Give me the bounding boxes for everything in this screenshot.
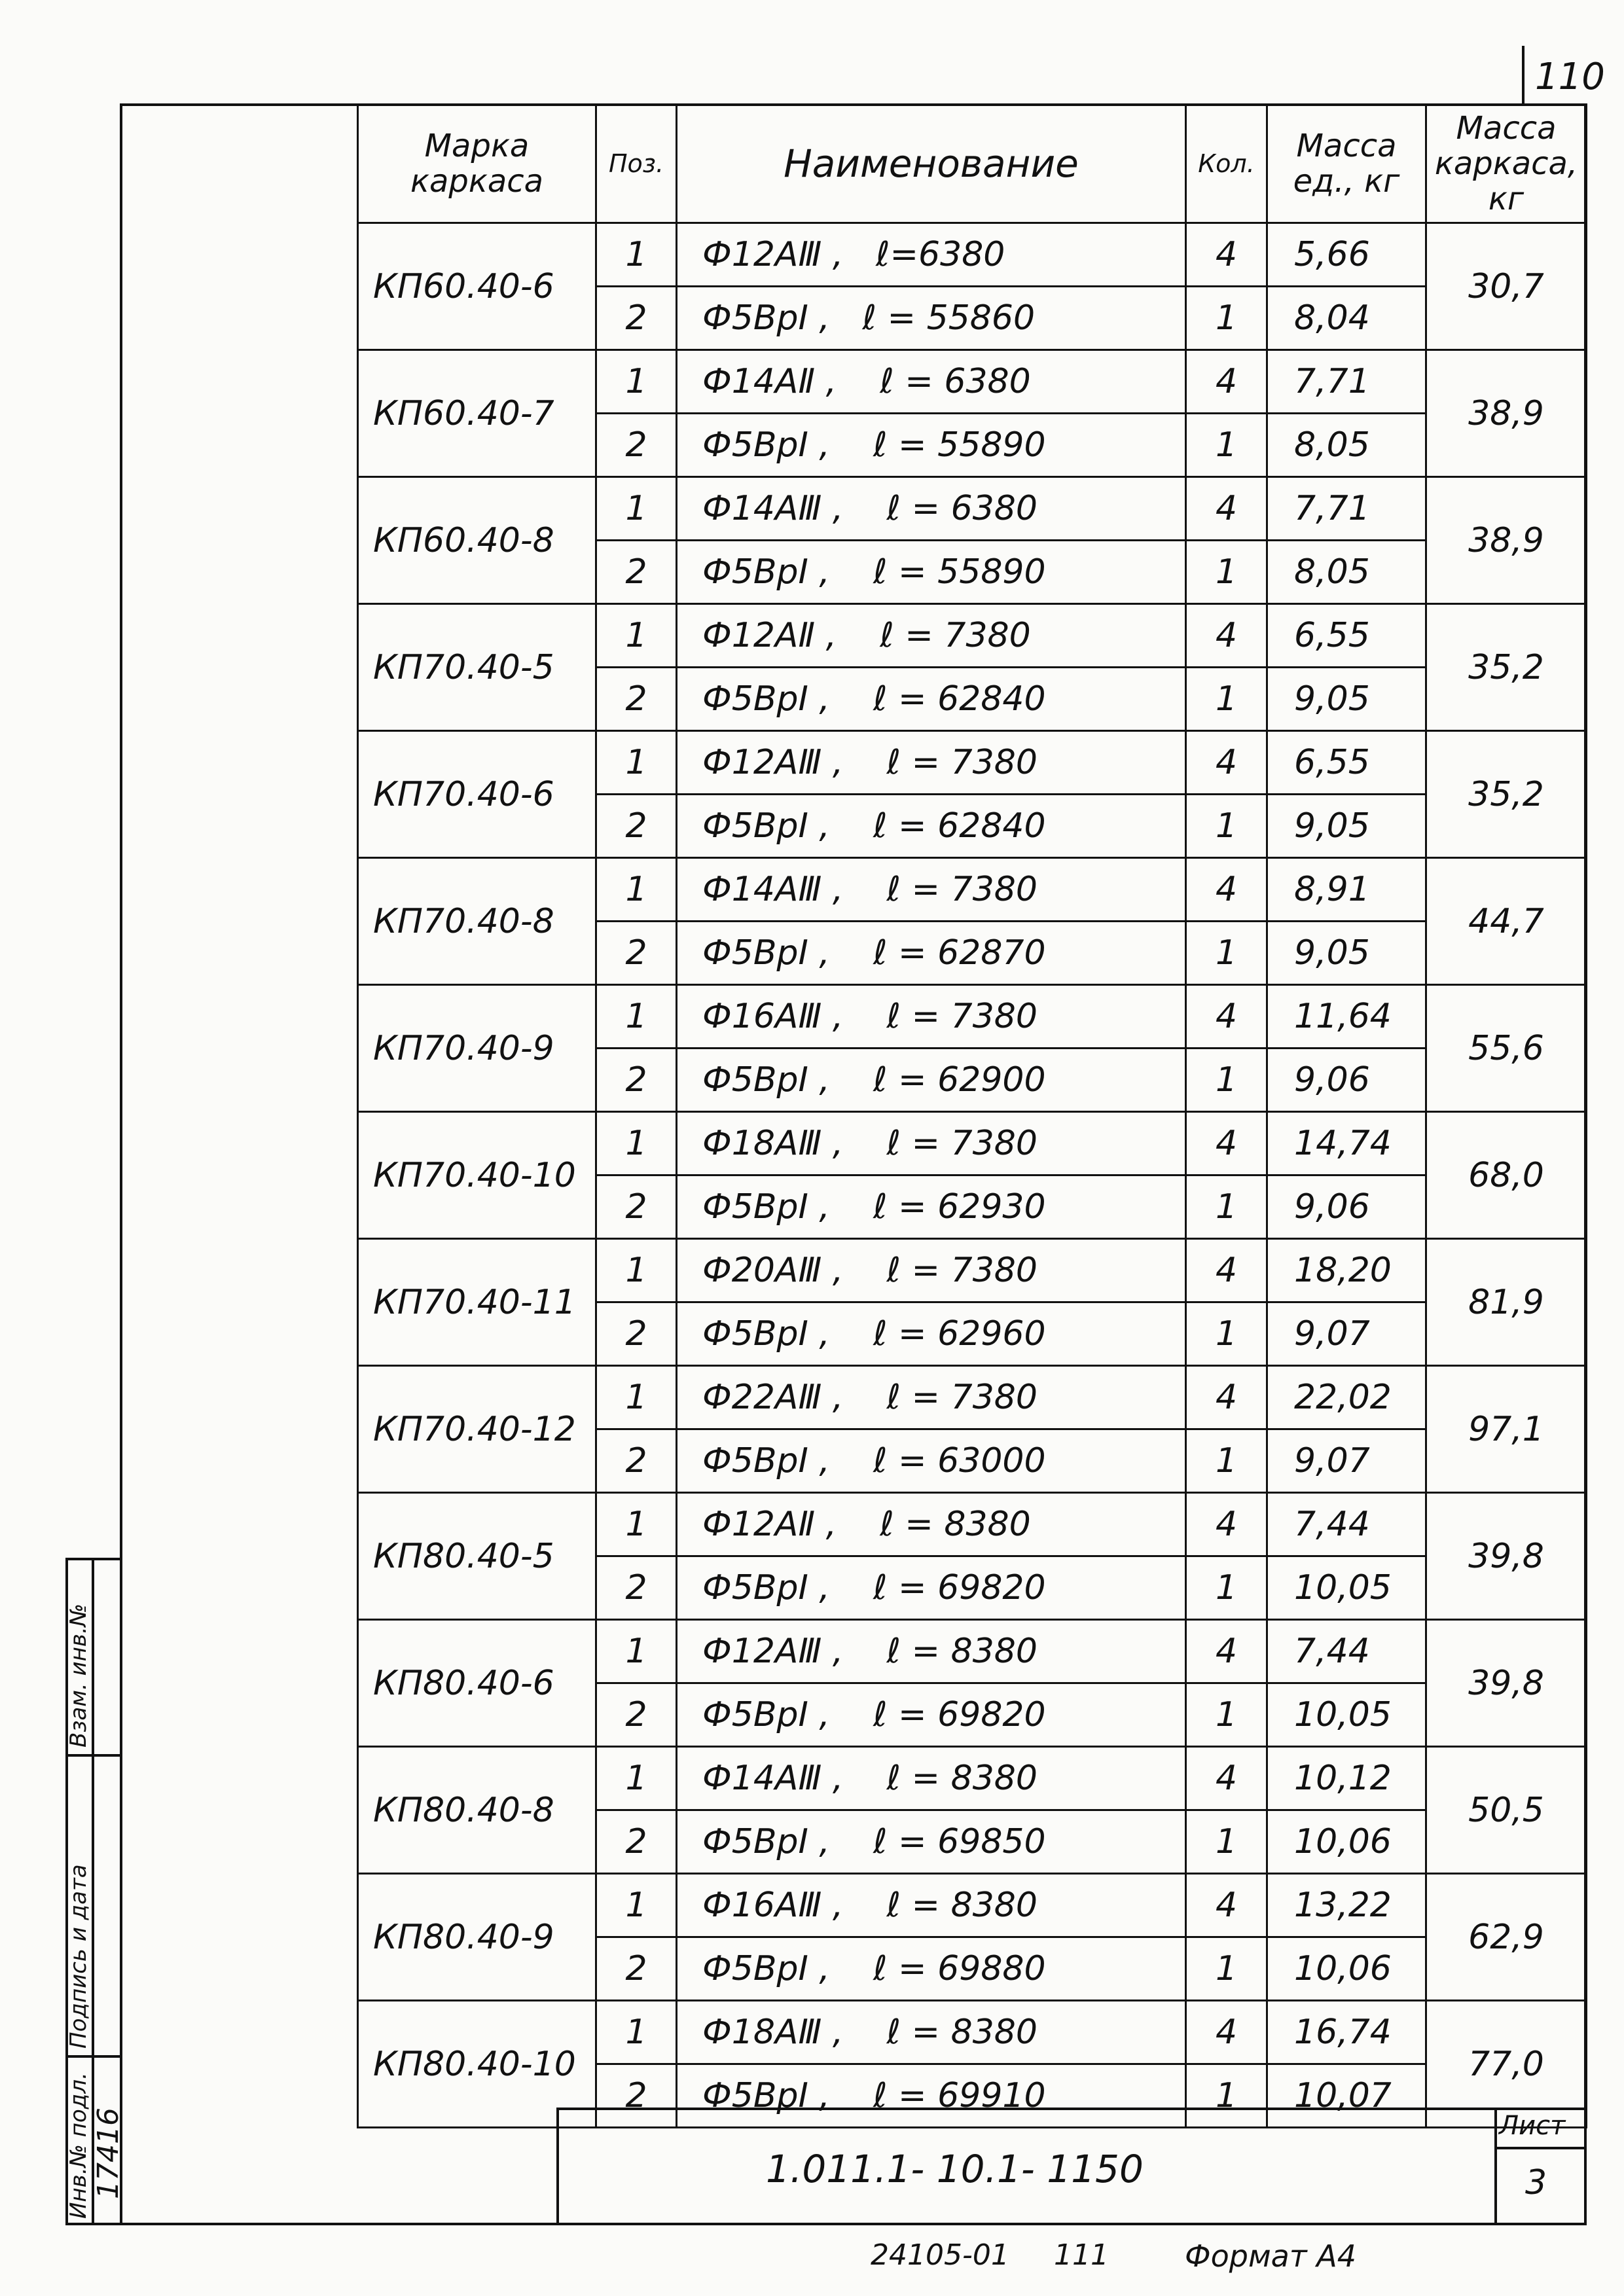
name-cell: Ф5ВрI , ℓ = 62930 [677,1175,1186,1239]
signature-date-label: Подпись и дата [65,1864,92,2049]
position-cell: 1 [596,1874,677,1937]
quantity-cell: 1 [1186,541,1267,604]
name-cell: Ф18АⅢ , ℓ = 7380 [677,1112,1186,1175]
unit-mass-cell: 9,05 [1267,922,1426,985]
unit-mass-cell: 8,91 [1267,858,1426,922]
quantity-cell: 4 [1186,350,1267,414]
unit-mass-cell: 10,05 [1267,1556,1426,1620]
quantity-cell: 1 [1186,1302,1267,1366]
name-cell: Ф5ВрI , ℓ = 55890 [677,414,1186,477]
name-cell: Ф20АⅢ , ℓ = 7380 [677,1239,1186,1302]
quantity-cell: 4 [1186,1874,1267,1937]
position-cell: 2 [596,795,677,858]
frame-mass-cell: 97,1 [1426,1366,1587,1493]
name-cell: Ф5ВрI , ℓ = 62840 [677,795,1186,858]
position-cell: 1 [596,1239,677,1302]
quantity-cell: 1 [1186,668,1267,731]
quantity-cell: 4 [1186,1112,1267,1175]
title-block-divider [1494,2108,1497,2223]
name-cell: Ф5ВрI , ℓ = 55890 [677,541,1186,604]
frame-mark-cell: КП70.40-6 [358,731,596,858]
unit-mass-cell: 9,05 [1267,795,1426,858]
frame-mass-cell: 39,8 [1426,1620,1587,1747]
unit-mass-cell: 6,55 [1267,604,1426,668]
position-cell: 2 [596,1049,677,1112]
quantity-cell: 4 [1186,985,1267,1049]
quantity-cell: 1 [1186,2064,1267,2128]
frame-mark-cell: КП80.40-8 [358,1747,596,1874]
name-cell: Ф14АⅡ , ℓ = 6380 [677,350,1186,414]
table-row [358,1112,1587,1175]
frame-mass-cell: 44,7 [1426,858,1587,985]
header-frame-mark: Марка каркаса [358,105,596,223]
frame-mark-cell: КП70.40-9 [358,985,596,1112]
unit-mass-cell: 13,22 [1267,1874,1426,1937]
position-cell: 1 [596,858,677,922]
position-cell: 1 [596,223,677,287]
quantity-cell: 1 [1186,1049,1267,1112]
table-row [358,1874,1587,1937]
name-cell: Ф5ВрI , ℓ = 62840 [677,668,1186,731]
page-number-divider [1522,46,1525,105]
unit-mass-cell: 5,66 [1267,223,1426,287]
quantity-cell: 1 [1186,414,1267,477]
unit-mass-cell: 7,44 [1267,1620,1426,1683]
position-cell: 1 [596,2001,677,2064]
unit-mass-cell: 8,05 [1267,414,1426,477]
table-row [358,985,1587,1049]
table-row [358,350,1587,414]
position-cell: 2 [596,1302,677,1366]
unit-mass-cell: 10,12 [1267,1747,1426,1810]
position-cell: 1 [596,1493,677,1556]
position-cell: 2 [596,668,677,731]
quantity-cell: 1 [1186,1810,1267,1874]
unit-mass-cell: 10,06 [1267,1810,1426,1874]
position-cell: 2 [596,1683,677,1747]
frame-mass-cell: 55,6 [1426,985,1587,1112]
name-cell: Ф14АⅢ , ℓ = 7380 [677,858,1186,922]
quantity-cell: 1 [1186,1937,1267,2001]
frame-mark-cell: КП60.40-7 [358,350,596,477]
header-position: Поз. [596,105,677,223]
table-row [358,1620,1587,1683]
quantity-cell: 4 [1186,858,1267,922]
unit-mass-cell: 6,55 [1267,731,1426,795]
name-cell: Ф5ВрI , ℓ = 69820 [677,1556,1186,1620]
position-cell: 2 [596,1556,677,1620]
table-row [358,2001,1587,2064]
quantity-cell: 1 [1186,1175,1267,1239]
quantity-cell: 4 [1186,1239,1267,1302]
sheet-label: Лист [1499,2111,1566,2141]
page-number: 110 [1535,56,1605,98]
quantity-cell: 1 [1186,1683,1267,1747]
inv-original-label: Инв.№ подл. [65,2072,92,2219]
unit-mass-cell: 10,07 [1267,2064,1426,2128]
position-cell: 2 [596,2064,677,2128]
frame-mark-cell: КП70.40-11 [358,1239,596,1366]
position-cell: 2 [596,541,677,604]
document-designation: 1.011.1- 10.1- 1150 [766,2147,1144,2191]
name-cell: Ф16АⅢ , ℓ = 8380 [677,1874,1186,1937]
replace-inv-label: Взам. инв.№ [65,1603,92,1748]
table-header-row [358,105,1587,223]
table-row [358,1366,1587,1429]
table-row [358,477,1587,541]
frame-mass-cell: 39,8 [1426,1493,1587,1620]
quantity-cell: 4 [1186,1493,1267,1556]
position-cell: 1 [596,1620,677,1683]
position-cell: 2 [596,1937,677,2001]
unit-mass-cell: 8,04 [1267,287,1426,350]
frame-mass-cell: 30,7 [1426,223,1587,350]
sheet-number: 3 [1525,2163,1547,2202]
quantity-cell: 4 [1186,477,1267,541]
table-row [358,1239,1587,1302]
table-row [358,604,1587,668]
quantity-cell: 4 [1186,1366,1267,1429]
quantity-cell: 1 [1186,287,1267,350]
footer-copy-mark: 111 [1054,2238,1109,2272]
frame-mark-cell: КП80.40-6 [358,1620,596,1747]
frame-mass-cell: 38,9 [1426,477,1587,604]
frame-mass-cell: 81,9 [1426,1239,1587,1366]
header-quantity: Кол. [1186,105,1267,223]
frame-mass-cell: 68,0 [1426,1112,1587,1239]
table-row [358,223,1587,287]
unit-mass-cell: 9,06 [1267,1049,1426,1112]
unit-mass-cell: 9,05 [1267,668,1426,731]
frame-mass-cell: 50,5 [1426,1747,1587,1874]
name-cell: Ф12АⅢ , ℓ=6380 [677,223,1186,287]
quantity-cell: 4 [1186,1747,1267,1810]
position-cell: 2 [596,1429,677,1493]
quantity-cell: 1 [1186,922,1267,985]
frame-mass-cell: 35,2 [1426,731,1587,858]
position-cell: 1 [596,604,677,668]
table-row [358,1747,1587,1810]
quantity-cell: 4 [1186,1620,1267,1683]
position-cell: 1 [596,477,677,541]
name-cell: Ф5ВрI , ℓ = 69820 [677,1683,1186,1747]
unit-mass-cell: 9,06 [1267,1175,1426,1239]
unit-mass-cell: 22,02 [1267,1366,1426,1429]
frame-mark-cell: КП80.40-10 [358,2001,596,2128]
quantity-cell: 4 [1186,731,1267,795]
header-name: Наименование [677,105,1186,223]
unit-mass-cell: 14,74 [1267,1112,1426,1175]
name-cell: Ф12АⅡ , ℓ = 7380 [677,604,1186,668]
unit-mass-cell: 8,05 [1267,541,1426,604]
unit-mass-cell: 7,44 [1267,1493,1426,1556]
name-cell: Ф5ВрI , ℓ = 55860 [677,287,1186,350]
name-cell: Ф5ВрI , ℓ = 63000 [677,1429,1186,1493]
position-cell: 2 [596,1175,677,1239]
footer-format: Формат А4 [1185,2238,1356,2274]
frame-mark-cell: КП80.40-5 [358,1493,596,1620]
frame-mark-cell: КП70.40-12 [358,1366,596,1493]
name-cell: Ф5ВрI , ℓ = 62960 [677,1302,1186,1366]
unit-mass-cell: 16,74 [1267,2001,1426,2064]
header-unit-mass: Масса ед., кг [1267,105,1426,223]
name-cell: Ф5ВрI , ℓ = 69880 [677,1937,1186,2001]
frame-mark-cell: КП60.40-8 [358,477,596,604]
unit-mass-cell: 18,20 [1267,1239,1426,1302]
name-cell: Ф12АⅢ , ℓ = 8380 [677,1620,1186,1683]
specification-table [357,103,1587,2128]
position-cell: 1 [596,350,677,414]
quantity-cell: 1 [1186,1429,1267,1493]
position-cell: 2 [596,1810,677,1874]
name-cell: Ф5ВрI , ℓ = 62900 [677,1049,1186,1112]
table-row [358,858,1587,922]
name-cell: Ф5ВрI , ℓ = 62870 [677,922,1186,985]
unit-mass-cell: 10,06 [1267,1937,1426,2001]
name-cell: Ф5ВрI , ℓ = 69850 [677,1810,1186,1874]
frame-mass-cell: 35,2 [1426,604,1587,731]
table-row [358,731,1587,795]
inv-original-value: 17416 [92,2108,125,2199]
unit-mass-cell: 7,71 [1267,477,1426,541]
position-cell: 1 [596,1366,677,1429]
quantity-cell: 1 [1186,1556,1267,1620]
sheet-label-divider [1494,2147,1586,2149]
name-cell: Ф12АⅢ , ℓ = 7380 [677,731,1186,795]
position-cell: 1 [596,985,677,1049]
quantity-cell: 1 [1186,795,1267,858]
footer-code: 24105-01 [871,2238,1009,2272]
name-cell: Ф16АⅢ , ℓ = 7380 [677,985,1186,1049]
unit-mass-cell: 9,07 [1267,1302,1426,1366]
unit-mass-cell: 7,71 [1267,350,1426,414]
position-cell: 2 [596,922,677,985]
frame-mark-cell: КП80.40-9 [358,1874,596,2001]
frame-mass-cell: 62,9 [1426,1874,1587,2001]
quantity-cell: 4 [1186,223,1267,287]
header-frame-mass: Масса каркаса, кг [1426,105,1587,223]
quantity-cell: 4 [1186,604,1267,668]
unit-mass-cell: 10,05 [1267,1683,1426,1747]
frame-mark-cell: КП60.40-6 [358,223,596,350]
frame-mass-cell: 38,9 [1426,350,1587,477]
position-cell: 2 [596,287,677,350]
frame-mass-cell: 77,0 [1426,2001,1587,2128]
name-cell: Ф18АⅢ , ℓ = 8380 [677,2001,1186,2064]
frame-mark-cell: КП70.40-8 [358,858,596,985]
unit-mass-cell: 11,64 [1267,985,1426,1049]
position-cell: 1 [596,1112,677,1175]
table-row [358,1493,1587,1556]
name-cell: Ф5ВрI , ℓ = 69910 [677,2064,1186,2128]
position-cell: 1 [596,1747,677,1810]
frame-mark-cell: КП70.40-10 [358,1112,596,1239]
name-cell: Ф14АⅢ , ℓ = 8380 [677,1747,1186,1810]
name-cell: Ф14АⅢ , ℓ = 6380 [677,477,1186,541]
frame-mark-cell: КП70.40-5 [358,604,596,731]
position-cell: 2 [596,414,677,477]
name-cell: Ф22АⅢ , ℓ = 7380 [677,1366,1186,1429]
quantity-cell: 4 [1186,2001,1267,2064]
position-cell: 1 [596,731,677,795]
name-cell: Ф12АⅡ , ℓ = 8380 [677,1493,1186,1556]
unit-mass-cell: 9,07 [1267,1429,1426,1493]
